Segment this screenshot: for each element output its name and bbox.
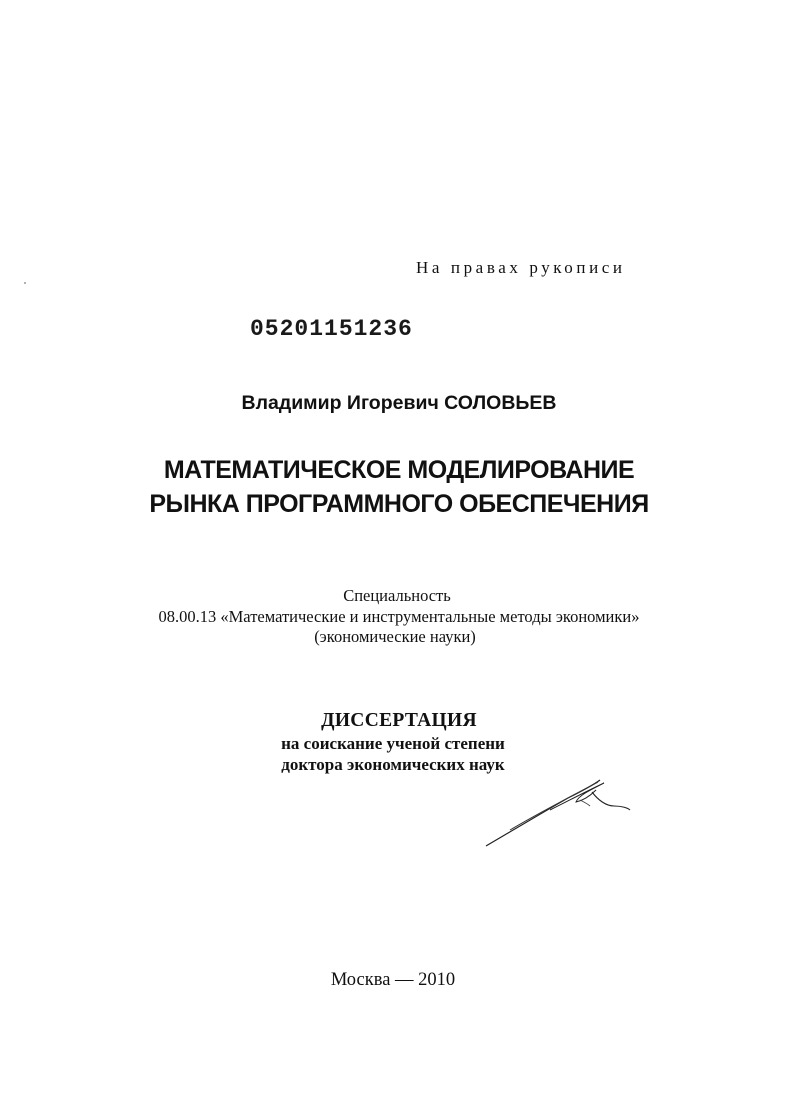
specialty-code-name: 08.00.13 «Математические и инструментальные методы экономики» — [158, 607, 640, 626]
specialty-label: Специальность — [343, 586, 451, 605]
specialty-field: (экономические науки) — [314, 627, 476, 646]
dissertation-degree-line: на соискание ученой степени — [281, 734, 505, 753]
manuscript-label: На правах рукописи — [416, 258, 626, 277]
city-year: Москва — 2010 — [330, 970, 456, 990]
title-line-1: МАТЕМАТИЧЕСКОЕ МОДЕЛИРОВАНИЕ — [163, 456, 635, 484]
title-line-2: РЫНКА ПРОГРАММНОГО ОБЕСПЕЧЕНИЯ — [149, 490, 649, 518]
dissertation-heading: ДИССЕРТАЦИЯ — [321, 710, 477, 731]
inventory-number-stamp: 05201151236 — [250, 316, 413, 342]
dissertation-degree-field: доктора экономических наук — [281, 755, 505, 774]
handwritten-signature — [480, 770, 640, 855]
author-name: Владимир Игоревич СОЛОВЬЕВ — [241, 392, 557, 414]
scan-speck — [24, 282, 26, 284]
